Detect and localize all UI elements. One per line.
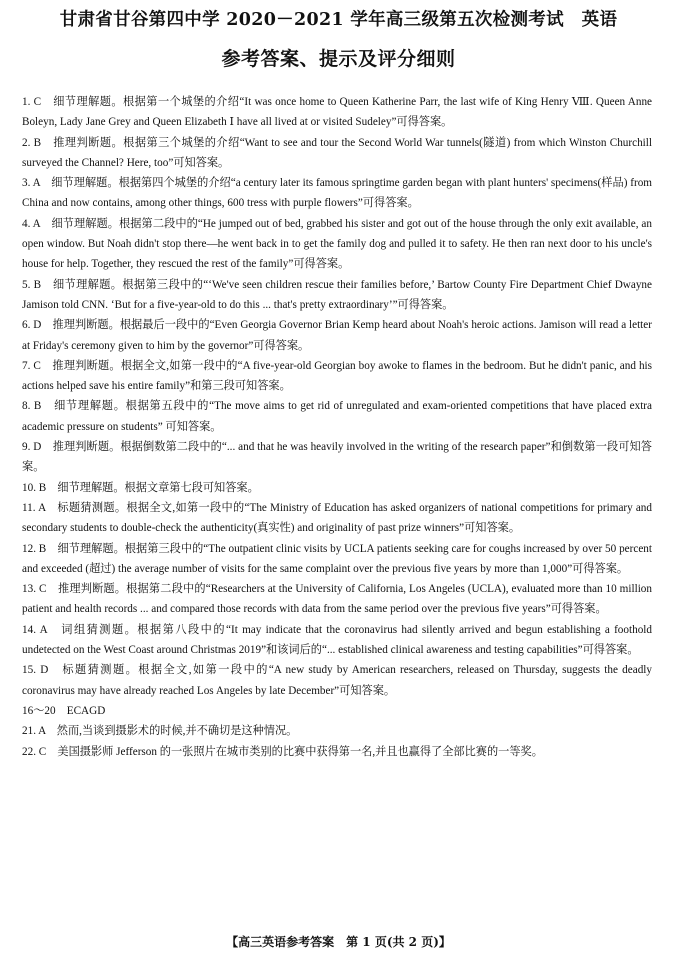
- answer-text: 14. A 词组猜测题。根据第八段中的“It may indicate that the coronavirus had silently arrived and begun establishing a foothold undetected on the West Coast around Christmas 2019”和该词后的“... established clinical awareness and testing capabilities”可得答案。: [22, 623, 652, 657]
- answer-item-14: [22, 620, 652, 661]
- answer-item-13: [22, 579, 652, 620]
- answer-item-10: [22, 478, 652, 498]
- answer-text: 16～20 ECAGD: [22, 704, 106, 717]
- answer-text: 1. C 细节理解题。根据第一个城堡的介绍“It was once home to Queen Katherine Parr, the last wife of King Henry Ⅷ. Queen Anne Boleyn, Lady Jane Grey and Queen Elizabeth Ⅰ have all lived at or visited Sudeley”可得答案。: [22, 96, 652, 129]
- page-subtitle: 参考答案、提示及评分细则: [221, 48, 456, 70]
- answer-text: 12. B 细节理解题。根据第三段中的“The outpatient clinic visits by UCLA patients seeking care for coughs increased by over 50 percent and exceeded (超过) the average number of visits for the same complaint over the previous five years by more than 1,000”可得答案。: [22, 542, 652, 575]
- answer-text: 2. B 推理判断题。根据第三个城堡的介绍“Want to see and tour the Second World War tunnels(隧道) from which Winston Churchill surveyed the Channel? Here, too”可知答案。: [22, 136, 652, 169]
- answer-text: 8. B 细节理解题。根据第五段中的“The move aims to get rid of unregulated and exam-oriented competitions that have placed extra academic pressure on students” 可知答案。: [22, 400, 652, 433]
- answer-text: 10. B 细节理解题。根据文章第七段可知答案。: [22, 481, 259, 494]
- answer-text: 11. A 标题猜测题。根据全文,如第一段中的“The Ministry of Education has asked organizers of national competitions for primary and secondary students to double-check the authenticity(真实性) and originality of past prize winners”可知答案。: [22, 501, 652, 535]
- answer-item-4: [22, 214, 652, 275]
- page-title: 甘肃省甘谷第四中学 2020－2021 学年高三级第五次检测考试 英语: [59, 10, 618, 30]
- answer-item-22: [22, 742, 652, 762]
- answer-list: [22, 92, 652, 762]
- answer-text: 13. C 推理判断题。根据第二段中的“Researchers at the University of California, Los Angeles (UCLA), evaluated more than 10 million patient and health records ... and compared those records with data from the same period over the previous five years”可得答案。: [22, 583, 652, 616]
- page-footer: 【高三英语参考答案 第 1 页(共 2 页)】: [226, 935, 451, 949]
- answer-text: 22. C 美国摄影师 Jefferson 的一张照片在城市类别的比赛中获得第一名,并且也赢得了全部比赛的一等奖。: [22, 745, 543, 758]
- answer-item-3: [22, 173, 652, 214]
- answer-text: 15. D 标题猜测题。根据全文,如第一段中的“A new study by American researchers, released on Thursday, suggests the deadly coronavirus may have already reached Los Angeles by late December”可知答案。: [22, 664, 652, 697]
- answer-item-1: [22, 92, 652, 133]
- answer-text: 7. C 推理判断题。根据全文,如第一段中的“A five-year-old Georgian boy awoke to flames in the bedroom. But he didn't panic, and his actions helped save his entire family”和第三段可知答案。: [22, 359, 652, 393]
- answer-text: 21. A 然而,当谈到摄影术的时候,并不确切是这种情况。: [22, 725, 298, 738]
- answer-item-6: [22, 315, 652, 356]
- answer-text: 5. B 细节理解题。根据第三段中的“‘We've seen children rescue their families before,’ Bartow County Fire Department Chief Dwayne Jamison told CNN. ‘But for a five-year-old to do this ... that's pretty extraordinary’”可得答案。: [22, 278, 652, 311]
- answer-item-2: [22, 133, 652, 174]
- answer-item-8: [22, 396, 652, 437]
- answer-item-16-20: [22, 701, 652, 721]
- answer-text: 3. A 细节理解题。根据第四个城堡的介绍“a century later its famous springtime garden began with plant hunters' specimens(样品) from China and now contains, among other things, 600 tress with purple flowers”可得答案。: [22, 177, 652, 210]
- answer-item-7: [22, 356, 652, 397]
- answer-item-9: [22, 437, 652, 478]
- answer-text: 9. D 推理判断题。根据倒数第二段中的“... and that he was heavily involved in the writing of the research paper”和倒数第一段可知答案。: [22, 441, 652, 474]
- answer-text: 4. A 细节理解题。根据第二段中的“He jumped out of bed, grabbed his sister and got out of the house through the only exit available, an open window. But Noah didn't stop there—he went back in to get the family dog and pulled it to safety. He then ran next door to his uncle's house for help. Together, they rescued the rest of the family”可得答案。: [22, 217, 652, 271]
- answer-item-12: [22, 539, 652, 580]
- answer-item-11: [22, 498, 652, 539]
- answer-text: 6. D 推理判断题。根据最后一段中的“Even Georgia Governor Brian Kemp heard about Noah's heroic actions. Jamison will read a letter at Friday's ceremony given to him by the governor”可得答案。: [22, 319, 652, 352]
- answer-item-5: [22, 275, 652, 316]
- answer-item-21: [22, 721, 652, 741]
- answer-item-15: [22, 660, 652, 701]
